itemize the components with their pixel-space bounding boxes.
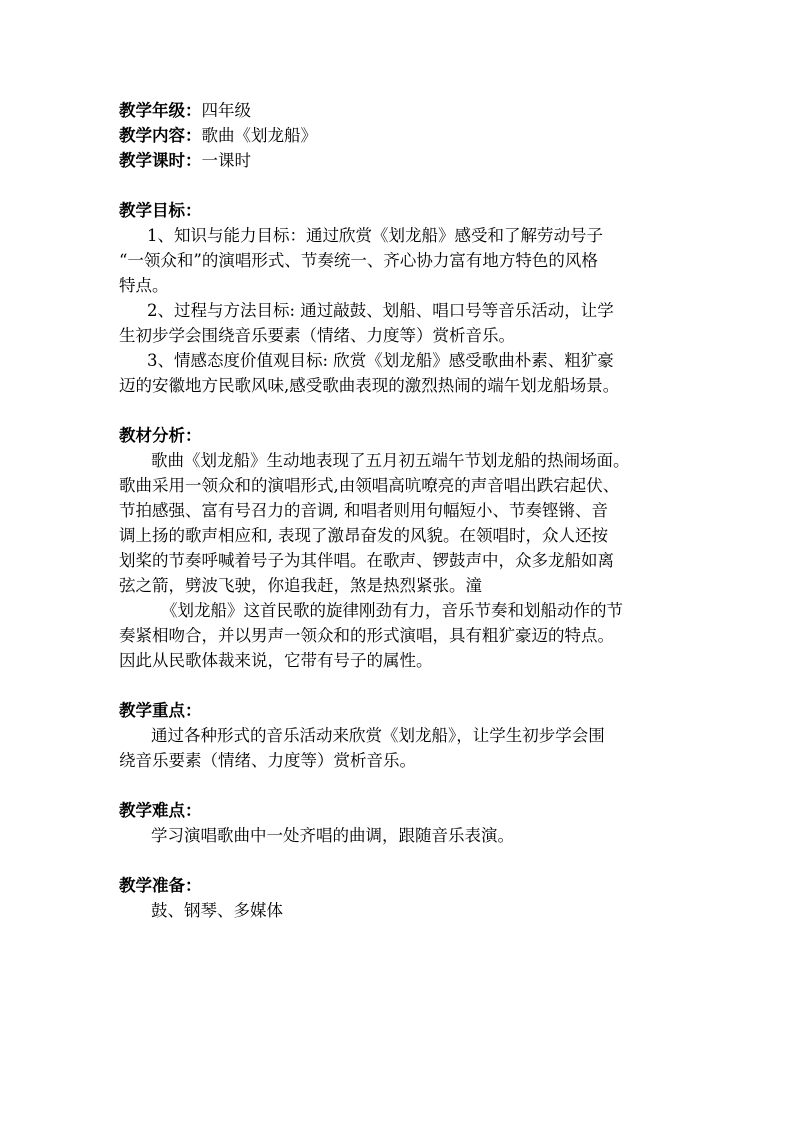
period-row: [119, 148, 682, 173]
preparation-line: 鼓、钢琴、多媒体: [151, 901, 283, 920]
objective-line: 2、过程与方法目标: 通过敲鼓、划船、唱口号等音乐活动，让学: [147, 301, 614, 320]
difficulties-heading: 教学难点：: [119, 801, 202, 820]
objective-line: 迈的安徽地方民歌风味,感受歌曲表现的激烈热闹的端午划龙船场景。: [119, 376, 620, 395]
grade-row: [119, 98, 682, 123]
analysis-line: 歌曲《划龙船》生动地表现了五月初五端午节划龙船的热闹场面。: [151, 451, 630, 470]
difficulties-line: 学习演唱歌曲中一处齐唱的曲调，跟随音乐表演。: [151, 826, 514, 845]
analysis-heading: 教材分析：: [119, 426, 202, 445]
objective-line: “一领众和”的演唱形式、节奏统一、齐心协力富有地方特色的风格: [119, 251, 598, 270]
objective-line: 生初步学会围绕音乐要素（情绪、力度等）赏析音乐。: [119, 326, 515, 345]
grade-label: 教学年级：: [119, 101, 202, 120]
key-points-heading: 教学重点：: [119, 701, 202, 720]
period-label: 教学课时：: [119, 151, 202, 170]
analysis-line: 《划龙船》这首民歌的旋律刚劲有力，音乐节奏和划船动作的节: [161, 601, 623, 620]
analysis-line: 调上扬的歌声相应和, 表现了激昂奋发的风貌。在领唱时，众人还按: [119, 526, 608, 545]
spacer: [119, 173, 682, 198]
content-label: 教学内容：: [119, 126, 202, 145]
objective-line: 特点。: [119, 276, 169, 295]
spacer: [119, 673, 682, 698]
lesson-plan-page: [119, 98, 682, 923]
spacer: [119, 848, 682, 873]
analysis-line: 奏紧相吻合，并以男声一领众和的形式演唱，具有粗犷豪迈的特点。: [119, 626, 614, 645]
period-value: 一课时: [201, 151, 251, 170]
grade-value: 四年级: [201, 101, 251, 120]
objective-line: 3、情感态度价值观目标: 欣赏《划龙船》感受歌曲朴素、粗犷豪: [147, 351, 614, 370]
spacer: [119, 773, 682, 798]
key-points-line: 绕音乐要素（情绪、力度等）赏析音乐。: [119, 751, 416, 770]
content-row: [119, 123, 682, 148]
analysis-line: 划桨的节奏呼喊着号子为其伴唱。在歌声、锣鼓声中，众多龙船如离: [119, 551, 614, 570]
analysis-line: 歌曲采用一领众和的演唱形式,由领唱高吭嘹亮的声音唱出跌宕起伏、: [119, 476, 620, 495]
objective-line: 1、知识与能力目标：通过欣赏《划龙船》感受和了解劳动号子: [147, 226, 603, 245]
analysis-line: 节拍感强、富有号召力的音调, 和唱者则用句幅短小、节奏铿锵、音: [119, 501, 608, 520]
preparation-heading: 教学准备：: [119, 876, 202, 895]
analysis-line: 弦之箭，劈波飞驶，你追我赶，煞是热烈紧张。潼: [119, 576, 482, 595]
content-value: 歌曲《划龙船》: [201, 126, 317, 145]
spacer: [119, 398, 682, 423]
objectives-heading: 教学目标：: [119, 201, 202, 220]
key-points-line: 通过各种形式的音乐活动来欣赏《划龙船》，让学生初步学会围: [151, 726, 605, 745]
analysis-line: 因此从民歌体裁来说，它带有号子的属性。: [119, 651, 433, 670]
